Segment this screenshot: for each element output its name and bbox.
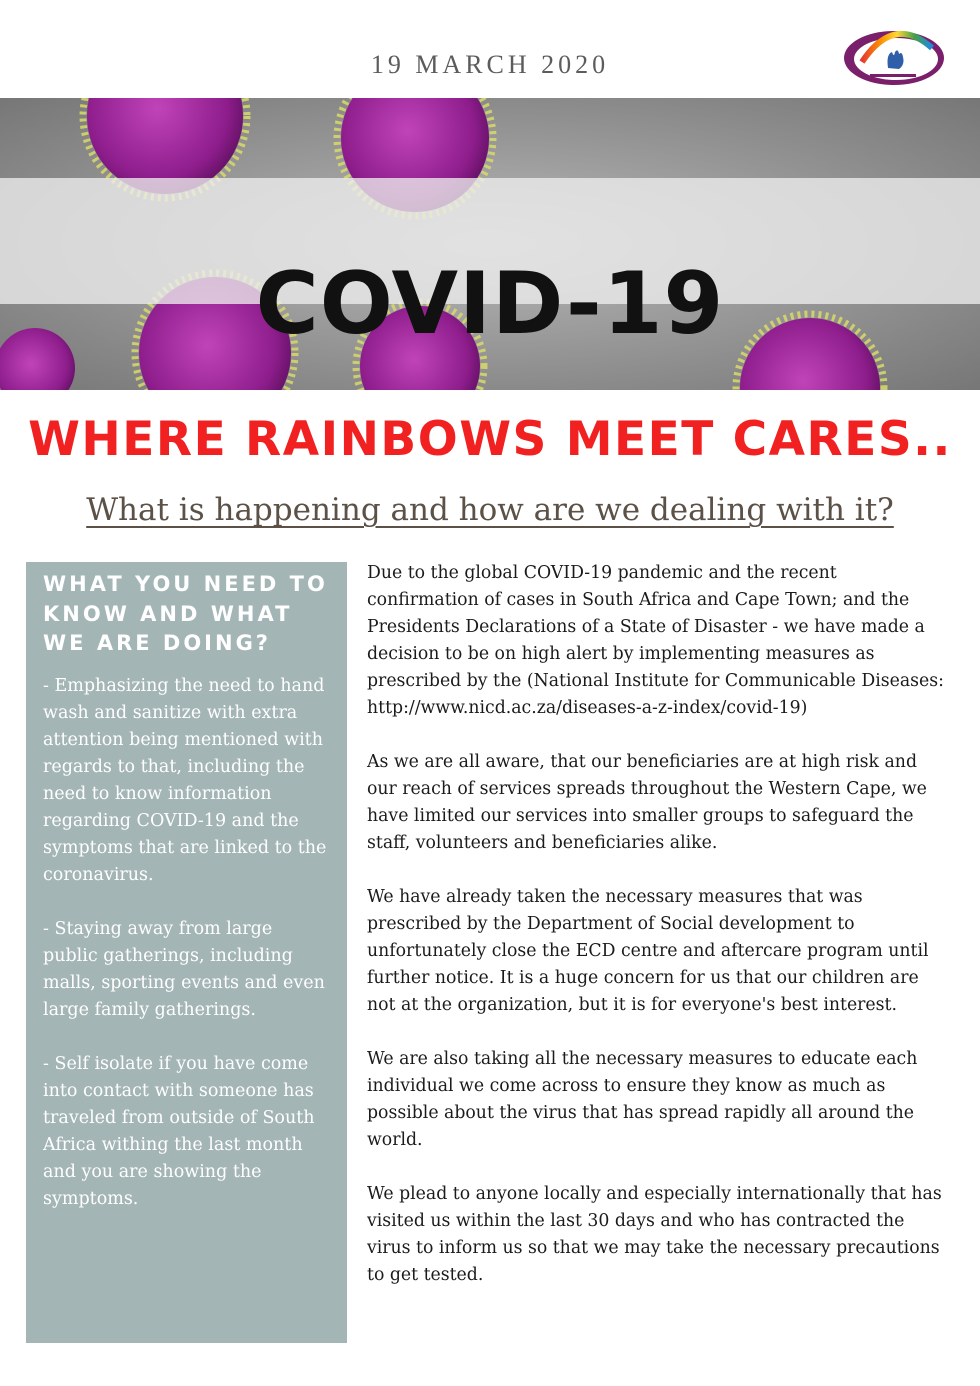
paragraph-pandemic: Due to the global COVID-19 pandemic and the recent confirmation of cases in South Africa and Cape Town; and the Presidents Declarations of a State of Disaster - we have made a decision to be on high alert by implementing measures as prescribed by the (National Institute for Communicable Diseases: http://www.nicd.ac.za/diseases-a-z-index/covid-19) bbox=[367, 563, 944, 718]
page-subheadline bbox=[0, 492, 980, 528]
sidebar-item-handwash: - Emphasizing the need to hand wash and sanitize with extra attention being mentioned with regards to that, including the need to know information regarding COVID-19 and the symptoms that are linked to the coronavirus. bbox=[43, 675, 327, 885]
banner-title: COVID-19 bbox=[255, 254, 725, 354]
sidebar-panel bbox=[26, 562, 347, 1343]
subheadline-text: What is happening and how are we dealing with it? bbox=[86, 492, 894, 528]
publication-date: 19 MARCH 2020 bbox=[370, 50, 610, 79]
sidebar-heading: WHAT YOU NEED TO KNOW AND WHAT WE ARE DOING? bbox=[43, 572, 328, 655]
sidebar-item-gatherings: - Staying away from large public gatherings, including malls, sporting events and even large family gatherings. bbox=[43, 918, 325, 1020]
paragraph-ecd-closure: We have already taken the necessary measures that was prescribed by the Department of Social development to unfortunately close the ECD centre and aftercare program until further notice. It is a huge concern for us that our children are not at the organization, but it is for everyone's best interest. bbox=[367, 887, 929, 1015]
paragraph-services: As we are all aware, that our beneficiaries are at high risk and our reach of services spreads throughout the Western Cape, we have limited our services into smaller groups to safeguard the staff, volunteers and beneficiaries alike. bbox=[367, 752, 927, 853]
page-headline: WHERE RAINBOWS MEET CARES.. bbox=[28, 412, 952, 467]
covid-banner bbox=[0, 98, 980, 390]
paragraph-plea: We plead to anyone locally and especially internationally that has visited us within the last 30 days and who has contracted the virus to inform us so that we may take the necessary precautions to get tested. bbox=[367, 1184, 942, 1285]
paragraph-education: We are also taking all the necessary measures to educate each individual we come across to ensure they know as much as possible about the virus that has spread rapidly all around the world. bbox=[367, 1049, 918, 1150]
sidebar-item-self-isolate: - Self isolate if you have come into contact with someone has traveled from outside of South Africa withing the last month and you are showing the symptoms. bbox=[43, 1053, 315, 1209]
main-content bbox=[367, 560, 947, 1316]
where-rainbows-meet-logo bbox=[840, 18, 948, 90]
